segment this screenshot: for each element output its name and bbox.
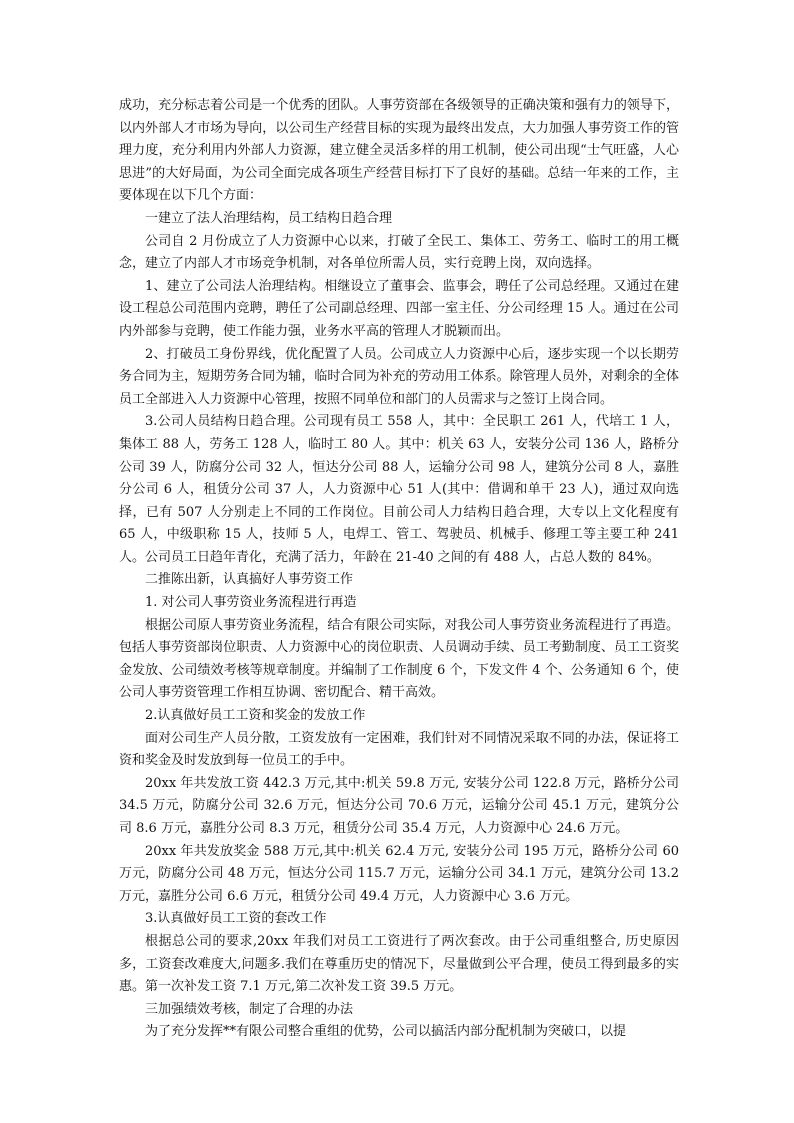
subheading: 2.认真做好员工工资和奖金的发放工作 bbox=[145, 708, 366, 724]
paragraph: 2、打破员工身份界线，优化配置了人员。公司成立人力资源中心后，逐步实现一个以长期劳务合同为主，短期劳务合同为辅，临时合同为补充的劳动用工体系。除管理人员外，对剩余的全体员工全部进入人力资源中心管理，按照不同单位和部门的人员需求与之签订上岗合同。 bbox=[119, 346, 679, 407]
paragraph: 20xx 年共发放工资 442.3 万元,其中:机关 59.8 万元, 安装分公司 122.8 万元，路桥分公司 34.5 万元，防腐分公司 32.6 万元，恒达分公司 70.6 万元，运输分公司 45.1 万元，建筑分公司 8.6 万元，嘉胜分公司 8.3 万元，租赁分公司 35.4 万元，人力资源中心 24.6 万元。 bbox=[119, 775, 679, 836]
paragraph-intro: 成功，充分标志着公司是一个优秀的团队。人事劳资部在各级领导的正确决策和强有力的领导下，以内外部人才市场为导向，以公司生产经营目标的实现为最终出发点，大力加强人事劳资工作的管理力度，充分利用内外部人力资源，建立健全灵活多样的用工机制，使公司出现“士气旺盛，人心思进”的大好局面，为公司全面完成各项生产经营目标打下了良好的基础。总结一年来的工作，主要体现在以下几个方面： bbox=[119, 98, 679, 204]
document-body bbox=[119, 95, 679, 1044]
paragraph: 根据公司原人事劳资业务流程，结合有限公司实际，对我公司人事劳资业务流程进行了再造。包括人事劳资部岗位职责、人力资源中心的岗位职责、人员调动手续、员工考勤制度、员工工资奖金发放、公司绩效考核等规章制度。并编制了工作制度 6 个，下发文件 4 个、公务通知 6 个，使公司人事劳资管理工作相互协调、密切配合、精干高效。 bbox=[119, 617, 679, 701]
heading-section-3: 三加强绩效考核，制定了合理的办法 bbox=[145, 1001, 354, 1017]
subheading: 3.认真做好员工工资的套改工作 bbox=[145, 911, 327, 927]
subheading: 1. 对公司人事劳资业务流程进行再造 bbox=[145, 595, 357, 611]
heading-section-2: 二推陈出新，认真搞好人事劳资工作 bbox=[145, 572, 354, 588]
paragraph: 公司自 2 月份成立了人力资源中心以来，打破了全民工、集体工、劳务工、临时工的用工概念，建立了内部人才市场竞争机制，对各单位所需人员，实行竞聘上岗，双向选择。 bbox=[119, 233, 679, 272]
paragraph: 根据总公司的要求,20xx 年我们对员工工资进行了两次套改。由于公司重组整合, 历史原因多，工资套改难度大,问题多.我们在尊重历史的情况下，尽量做到公平合理，使员工得到最多的实惠。第一次补发工资 7.1 万元,第二次补发工资 39.5 万元。 bbox=[119, 933, 679, 995]
paragraph: 3.公司人员结构日趋合理。公司现有员工 558 人，其中：全民职工 261 人，代培工 1 人，集体工 88 人，劳务工 128 人，临时工 80 人。其中：机关 63 人，安装分公司 136 人，路桥分公司 39 人，防腐分公司 32 人，恒达分公司 88 人，运输分公司 98 人，建筑分公司 8 人，嘉胜分公司 6 人，租赁分公司 37 人，人力资源中心 51 人(其中：借调和单干 23 人)，通过双向选择，已有 507 人分别走上不同的工作岗位。目前公司人力结构日趋合理，大专以上文化程度有 65 人，中级职称 15 人，技师 5 人，电焊工、管工、驾驶员、机械手、修理工等主要工种 241 人。公司员工日趋年青化，充满了活力，年龄在 21-40 之间的有 488 人，占总人数的 84%。 bbox=[119, 414, 679, 565]
paragraph: 面对公司生产人员分散，工资发放有一定困难，我们针对不同情况采取不同的办法，保证将工资和奖金及时发放到每一位员工的手中。 bbox=[119, 730, 679, 769]
paragraph: 20xx 年共发放奖金 588 万元,其中:机关 62.4 万元, 安装分公司 195 万元，路桥分公司 60 万元，防腐分公司 48 万元，恒达分公司 115.7 万元，运输分公司 34.1 万元，建筑分公司 13.2 万元，嘉胜分公司 6.6 万元，租赁分公司 49.4 万元，人力资源中心 3.6 万元。 bbox=[119, 843, 679, 904]
paragraph: 为了充分发挥**有限公司整合重组的优势，公司以搞活内部分配机制为突破口，以提 bbox=[145, 1024, 627, 1040]
paragraph: 1、建立了公司法人治理结构。相继设立了董事会、监事会，聘任了公司总经理。又通过在建设工程总公司范围内竞聘，聘任了公司副总经理、四部一室主任、分公司经理 15 人。通过在公司内外部参与竞聘，使工作能力强，业务水平高的管理人才脱颖而出。 bbox=[119, 278, 679, 339]
heading-section-1: 一建立了法人治理结构，员工结构日趋合理 bbox=[145, 210, 393, 226]
